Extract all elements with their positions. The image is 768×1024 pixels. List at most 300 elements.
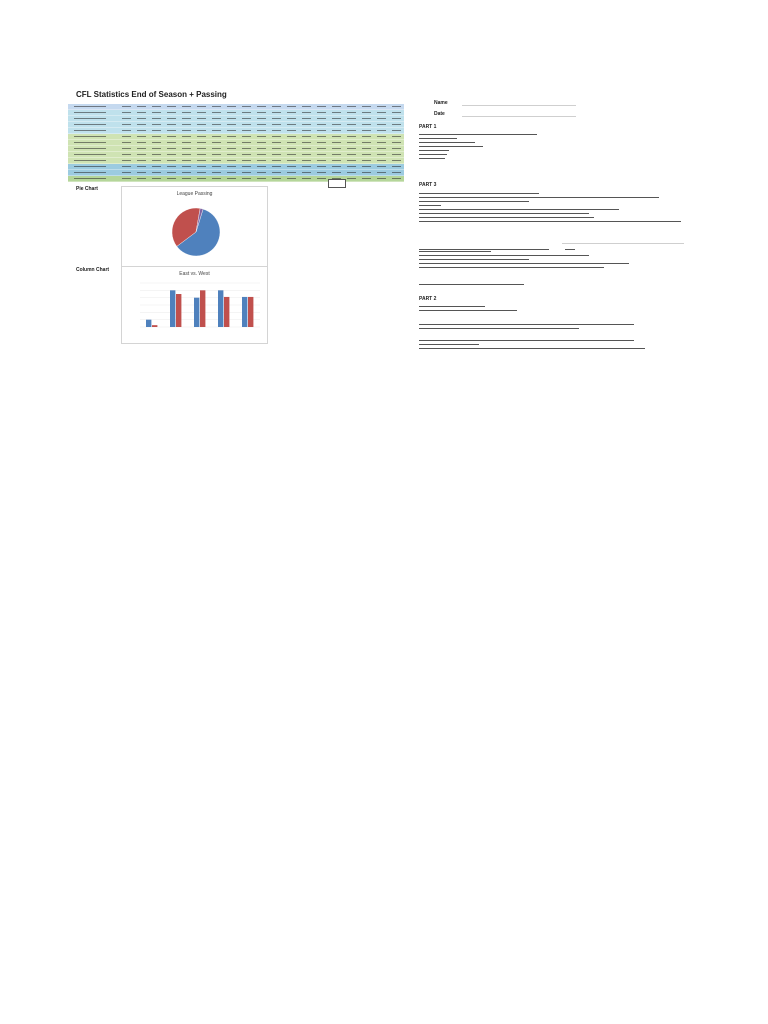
table-cell[interactable] <box>179 134 194 139</box>
table-cell[interactable] <box>68 152 119 157</box>
table-cell[interactable] <box>134 104 149 109</box>
table-cell[interactable] <box>224 152 239 157</box>
table-cell[interactable] <box>68 158 119 163</box>
column-chart-plot <box>122 267 267 343</box>
table-cell[interactable] <box>179 158 194 163</box>
table-cell[interactable] <box>179 170 194 175</box>
text-line <box>419 340 634 341</box>
table-cell[interactable] <box>314 128 329 133</box>
bar <box>200 290 205 327</box>
table-cell[interactable] <box>344 116 359 121</box>
table-cell[interactable] <box>344 110 359 115</box>
table-cell[interactable] <box>269 116 284 121</box>
table-cell[interactable] <box>149 140 164 145</box>
bar <box>194 298 199 327</box>
table-cell[interactable] <box>179 146 194 151</box>
table-cell[interactable] <box>299 128 314 133</box>
table-cell[interactable] <box>329 140 344 145</box>
table-cell[interactable] <box>149 134 164 139</box>
table-cell[interactable] <box>299 134 314 139</box>
table-cell[interactable] <box>344 146 359 151</box>
table-cell[interactable] <box>224 140 239 145</box>
text-line <box>419 348 645 349</box>
table-cell[interactable] <box>299 116 314 121</box>
table-cell[interactable] <box>68 110 119 115</box>
date-field[interactable] <box>462 116 576 117</box>
table-cell[interactable] <box>254 176 269 181</box>
table-cell[interactable] <box>284 146 299 151</box>
table-cell[interactable] <box>269 176 284 181</box>
table-cell[interactable] <box>149 146 164 151</box>
table-cell[interactable] <box>164 164 179 169</box>
table-cell[interactable] <box>359 110 374 115</box>
table-cell[interactable] <box>68 164 119 169</box>
document-title: CFL Statistics End of Season + Passing <box>76 90 227 99</box>
table-cell[interactable] <box>164 152 179 157</box>
table-cell[interactable] <box>164 146 179 151</box>
table-cell[interactable] <box>119 122 134 127</box>
table-cell[interactable] <box>194 152 209 157</box>
table-cell[interactable] <box>299 146 314 151</box>
bar <box>146 320 151 327</box>
table-cell[interactable] <box>68 146 119 151</box>
table-cell[interactable] <box>374 104 389 109</box>
table-cell[interactable] <box>164 176 179 181</box>
table-cell[interactable] <box>329 164 344 169</box>
table-cell[interactable] <box>329 134 344 139</box>
text-line <box>419 213 589 214</box>
table-cell[interactable] <box>299 164 314 169</box>
table-cell[interactable] <box>209 158 224 163</box>
table-cell[interactable] <box>299 122 314 127</box>
table-cell[interactable] <box>344 128 359 133</box>
text-line <box>419 154 447 155</box>
pie-chart[interactable] <box>121 186 268 268</box>
table-cell[interactable] <box>224 122 239 127</box>
table-cell[interactable] <box>314 116 329 121</box>
table-cell[interactable] <box>224 128 239 133</box>
table-cell[interactable] <box>359 116 374 121</box>
table-cell[interactable] <box>194 158 209 163</box>
table-cell[interactable] <box>389 152 404 157</box>
table-cell[interactable] <box>329 122 344 127</box>
table-cell[interactable] <box>179 152 194 157</box>
table-cell[interactable] <box>344 152 359 157</box>
table-cell[interactable] <box>68 128 119 133</box>
table-cell[interactable] <box>299 176 314 181</box>
table-cell[interactable] <box>179 176 194 181</box>
table-cell[interactable] <box>269 146 284 151</box>
table-cell[interactable] <box>389 146 404 151</box>
selected-cell[interactable] <box>328 179 346 188</box>
answer-field[interactable] <box>562 243 684 244</box>
table-cell[interactable] <box>194 116 209 121</box>
table-cell[interactable] <box>329 158 344 163</box>
text-line <box>419 221 681 222</box>
table-cell[interactable] <box>314 158 329 163</box>
text-line <box>419 259 529 260</box>
table-cell[interactable] <box>314 146 329 151</box>
table-cell[interactable] <box>239 128 254 133</box>
part1-heading: PART 1 <box>419 124 437 130</box>
table-cell[interactable] <box>389 158 404 163</box>
name-field[interactable] <box>462 105 576 106</box>
table-cell[interactable] <box>389 122 404 127</box>
table-cell[interactable] <box>68 176 119 181</box>
part3-heading: PART 3 <box>419 182 437 188</box>
table-cell[interactable] <box>119 164 134 169</box>
table-cell[interactable] <box>359 140 374 145</box>
table-cell[interactable] <box>284 134 299 139</box>
table-cell[interactable] <box>299 104 314 109</box>
table-cell[interactable] <box>299 110 314 115</box>
table-cell[interactable] <box>254 128 269 133</box>
table-cell[interactable] <box>374 170 389 175</box>
table-cell[interactable] <box>239 110 254 115</box>
table-cell[interactable] <box>299 170 314 175</box>
table-cell[interactable] <box>314 152 329 157</box>
table-cell[interactable] <box>164 170 179 175</box>
table-cell[interactable] <box>314 176 329 181</box>
table-cell[interactable] <box>254 158 269 163</box>
table-cell[interactable] <box>329 116 344 121</box>
table-cell[interactable] <box>239 134 254 139</box>
table-cell[interactable] <box>314 164 329 169</box>
table-cell[interactable] <box>239 122 254 127</box>
table-cell[interactable] <box>179 122 194 127</box>
table-cell[interactable] <box>314 110 329 115</box>
table-cell[interactable] <box>119 134 134 139</box>
table-cell[interactable] <box>179 110 194 115</box>
text-line <box>419 193 539 194</box>
table-cell[interactable] <box>194 176 209 181</box>
table-cell[interactable] <box>314 140 329 145</box>
column-chart[interactable] <box>121 266 268 344</box>
column-chart-label: Column Chart <box>76 267 110 273</box>
table-cell[interactable] <box>164 116 179 121</box>
bar <box>152 325 157 327</box>
table-cell[interactable] <box>134 146 149 151</box>
table-cell[interactable] <box>224 110 239 115</box>
table-cell[interactable] <box>194 128 209 133</box>
table-cell[interactable] <box>299 140 314 145</box>
table-cell[interactable] <box>134 152 149 157</box>
table-cell[interactable] <box>389 134 404 139</box>
table-cell[interactable] <box>239 164 254 169</box>
table-cell[interactable] <box>284 176 299 181</box>
table-cell[interactable] <box>329 104 344 109</box>
table-cell[interactable] <box>344 134 359 139</box>
table-cell[interactable] <box>284 158 299 163</box>
table-cell[interactable] <box>269 170 284 175</box>
table-cell[interactable] <box>224 170 239 175</box>
table-cell[interactable] <box>299 152 314 157</box>
table-cell[interactable] <box>119 158 134 163</box>
table-cell[interactable] <box>359 158 374 163</box>
table-cell[interactable] <box>149 176 164 181</box>
table-cell[interactable] <box>359 164 374 169</box>
table-cell[interactable] <box>179 140 194 145</box>
table-cell[interactable] <box>119 116 134 121</box>
table-cell[interactable] <box>374 158 389 163</box>
table-cell[interactable] <box>134 158 149 163</box>
table-cell[interactable] <box>194 164 209 169</box>
table-cell[interactable] <box>284 116 299 121</box>
table-cell[interactable] <box>68 122 119 127</box>
table-cell[interactable] <box>269 104 284 109</box>
table-cell[interactable] <box>284 104 299 109</box>
table-cell[interactable] <box>224 146 239 151</box>
table-cell[interactable] <box>344 170 359 175</box>
table-cell[interactable] <box>224 158 239 163</box>
table-cell[interactable] <box>209 122 224 127</box>
table-cell[interactable] <box>389 140 404 145</box>
table-cell[interactable] <box>359 176 374 181</box>
table-cell[interactable] <box>134 134 149 139</box>
table-cell[interactable] <box>284 164 299 169</box>
table-cell[interactable] <box>119 128 134 133</box>
table-cell[interactable] <box>239 104 254 109</box>
table-cell[interactable] <box>284 122 299 127</box>
table-cell[interactable] <box>149 158 164 163</box>
table-cell[interactable] <box>269 158 284 163</box>
text-line <box>419 284 524 285</box>
table-cell[interactable] <box>359 134 374 139</box>
table-cell[interactable] <box>269 134 284 139</box>
bar <box>170 290 175 327</box>
table-cell[interactable] <box>134 110 149 115</box>
table-cell[interactable] <box>269 140 284 145</box>
table-cell[interactable] <box>134 116 149 121</box>
part2-text-2 <box>419 324 689 332</box>
table-cell[interactable] <box>119 104 134 109</box>
table-cell[interactable] <box>149 110 164 115</box>
table-cell[interactable] <box>359 128 374 133</box>
table-cell[interactable] <box>209 176 224 181</box>
table-cell[interactable] <box>194 170 209 175</box>
table-cell[interactable] <box>164 122 179 127</box>
table-cell[interactable] <box>359 146 374 151</box>
table-cell[interactable] <box>194 122 209 127</box>
table-cell[interactable] <box>254 134 269 139</box>
table-cell[interactable] <box>359 104 374 109</box>
text-line <box>419 146 483 147</box>
table-cell[interactable] <box>68 104 119 109</box>
table-cell[interactable] <box>374 128 389 133</box>
table-cell[interactable] <box>119 110 134 115</box>
table-cell[interactable] <box>269 164 284 169</box>
table-cell[interactable] <box>224 134 239 139</box>
text-line <box>419 267 604 268</box>
table-cell[interactable] <box>224 104 239 109</box>
table-cell[interactable] <box>329 170 344 175</box>
table-cell[interactable] <box>134 122 149 127</box>
table-cell[interactable] <box>134 176 149 181</box>
table-cell[interactable] <box>329 110 344 115</box>
table-cell[interactable] <box>149 116 164 121</box>
name-label: Name <box>434 100 448 106</box>
table-cell[interactable] <box>68 170 119 175</box>
table-cell[interactable] <box>284 140 299 145</box>
stats-table <box>68 104 404 182</box>
table-cell[interactable] <box>389 110 404 115</box>
table-cell[interactable] <box>374 152 389 157</box>
table-cell[interactable] <box>209 170 224 175</box>
table-cell[interactable] <box>254 146 269 151</box>
table-cell[interactable] <box>209 104 224 109</box>
table-cell[interactable] <box>329 152 344 157</box>
table-cell[interactable] <box>344 158 359 163</box>
table-cell[interactable] <box>239 152 254 157</box>
table-cell[interactable] <box>374 134 389 139</box>
table-cell[interactable] <box>254 170 269 175</box>
table-cell[interactable] <box>254 164 269 169</box>
table-cell[interactable] <box>374 140 389 145</box>
table-cell[interactable] <box>224 176 239 181</box>
table-cell[interactable] <box>284 152 299 157</box>
table-cell[interactable] <box>68 140 119 145</box>
table-cell[interactable] <box>134 170 149 175</box>
table-cell[interactable] <box>224 164 239 169</box>
table-cell[interactable] <box>359 122 374 127</box>
table-cell[interactable] <box>149 152 164 157</box>
table-cell[interactable] <box>194 146 209 151</box>
table-cell[interactable] <box>269 122 284 127</box>
table-cell[interactable] <box>68 134 119 139</box>
table-cell[interactable] <box>389 170 404 175</box>
table-cell[interactable] <box>269 110 284 115</box>
table-cell[interactable] <box>164 104 179 109</box>
table-cell[interactable] <box>209 140 224 145</box>
table-cell[interactable] <box>239 176 254 181</box>
table-cell[interactable] <box>179 104 194 109</box>
table-cell[interactable] <box>329 146 344 151</box>
table-cell[interactable] <box>389 104 404 109</box>
table-cell[interactable] <box>194 134 209 139</box>
table-cell[interactable] <box>209 128 224 133</box>
table-cell[interactable] <box>164 140 179 145</box>
table-cell[interactable] <box>239 158 254 163</box>
table-cell[interactable] <box>269 128 284 133</box>
text-line <box>419 310 517 311</box>
table-cell[interactable] <box>284 170 299 175</box>
table-cell[interactable] <box>164 134 179 139</box>
table-cell[interactable] <box>209 146 224 151</box>
table-cell[interactable] <box>374 116 389 121</box>
table-cell[interactable] <box>239 140 254 145</box>
table-cell[interactable] <box>194 104 209 109</box>
table-cell[interactable] <box>389 128 404 133</box>
table-cell[interactable] <box>164 110 179 115</box>
table-cell[interactable] <box>374 164 389 169</box>
table-cell[interactable] <box>164 158 179 163</box>
table-cell[interactable] <box>119 170 134 175</box>
table-cell[interactable] <box>374 146 389 151</box>
table-cell[interactable] <box>374 110 389 115</box>
table-cell[interactable] <box>314 170 329 175</box>
table-cell[interactable] <box>134 128 149 133</box>
table-cell[interactable] <box>194 140 209 145</box>
table-cell[interactable] <box>119 140 134 145</box>
table-cell[interactable] <box>344 140 359 145</box>
table-cell[interactable] <box>149 122 164 127</box>
table-cell[interactable] <box>224 116 239 121</box>
table-cell[interactable] <box>134 140 149 145</box>
pie-chart-plot <box>122 187 267 267</box>
table-cell[interactable] <box>314 134 329 139</box>
table-cell[interactable] <box>254 110 269 115</box>
table-cell[interactable] <box>209 116 224 121</box>
table-cell[interactable] <box>284 110 299 115</box>
table-cell[interactable] <box>209 134 224 139</box>
table-cell[interactable] <box>179 116 194 121</box>
pie-chart-title: League Passing <box>176 191 213 197</box>
table-cell[interactable] <box>299 158 314 163</box>
table-cell[interactable] <box>269 152 284 157</box>
table-cell[interactable] <box>239 116 254 121</box>
text-line <box>419 251 491 252</box>
text-line <box>419 134 537 135</box>
table-cell[interactable] <box>344 176 359 181</box>
table-row <box>68 176 404 182</box>
table-cell[interactable] <box>314 122 329 127</box>
table-cell[interactable] <box>149 164 164 169</box>
table-cell[interactable] <box>149 104 164 109</box>
text-line <box>419 328 579 329</box>
table-cell[interactable] <box>329 128 344 133</box>
text-line <box>419 138 457 139</box>
table-cell[interactable] <box>194 110 209 115</box>
table-cell[interactable] <box>389 116 404 121</box>
table-cell[interactable] <box>389 164 404 169</box>
table-cell[interactable] <box>119 146 134 151</box>
table-cell[interactable] <box>254 116 269 121</box>
table-cell[interactable] <box>254 152 269 157</box>
table-cell[interactable] <box>254 122 269 127</box>
table-cell[interactable] <box>374 122 389 127</box>
table-cell[interactable] <box>254 140 269 145</box>
table-cell[interactable] <box>119 176 134 181</box>
table-cell[interactable] <box>254 104 269 109</box>
table-cell[interactable] <box>179 128 194 133</box>
text-line <box>419 205 441 206</box>
table-cell[interactable] <box>149 170 164 175</box>
table-cell[interactable] <box>209 164 224 169</box>
table-cell[interactable] <box>68 116 119 121</box>
table-cell[interactable] <box>314 104 329 109</box>
table-cell[interactable] <box>209 110 224 115</box>
table-cell[interactable] <box>374 176 389 181</box>
text-line <box>419 142 475 143</box>
table-cell[interactable] <box>134 164 149 169</box>
table-cell[interactable] <box>389 176 404 181</box>
table-cell[interactable] <box>179 164 194 169</box>
table-cell[interactable] <box>284 128 299 133</box>
table-cell[interactable] <box>239 170 254 175</box>
table-cell[interactable] <box>344 164 359 169</box>
table-cell[interactable] <box>359 152 374 157</box>
table-cell[interactable] <box>164 128 179 133</box>
table-cell[interactable] <box>239 146 254 151</box>
table-cell[interactable] <box>119 152 134 157</box>
table-cell[interactable] <box>344 104 359 109</box>
table-cell[interactable] <box>209 152 224 157</box>
table-cell[interactable] <box>344 122 359 127</box>
bar <box>224 297 229 327</box>
table-cell[interactable] <box>149 128 164 133</box>
part2-text <box>419 306 689 314</box>
table-cell[interactable] <box>359 170 374 175</box>
